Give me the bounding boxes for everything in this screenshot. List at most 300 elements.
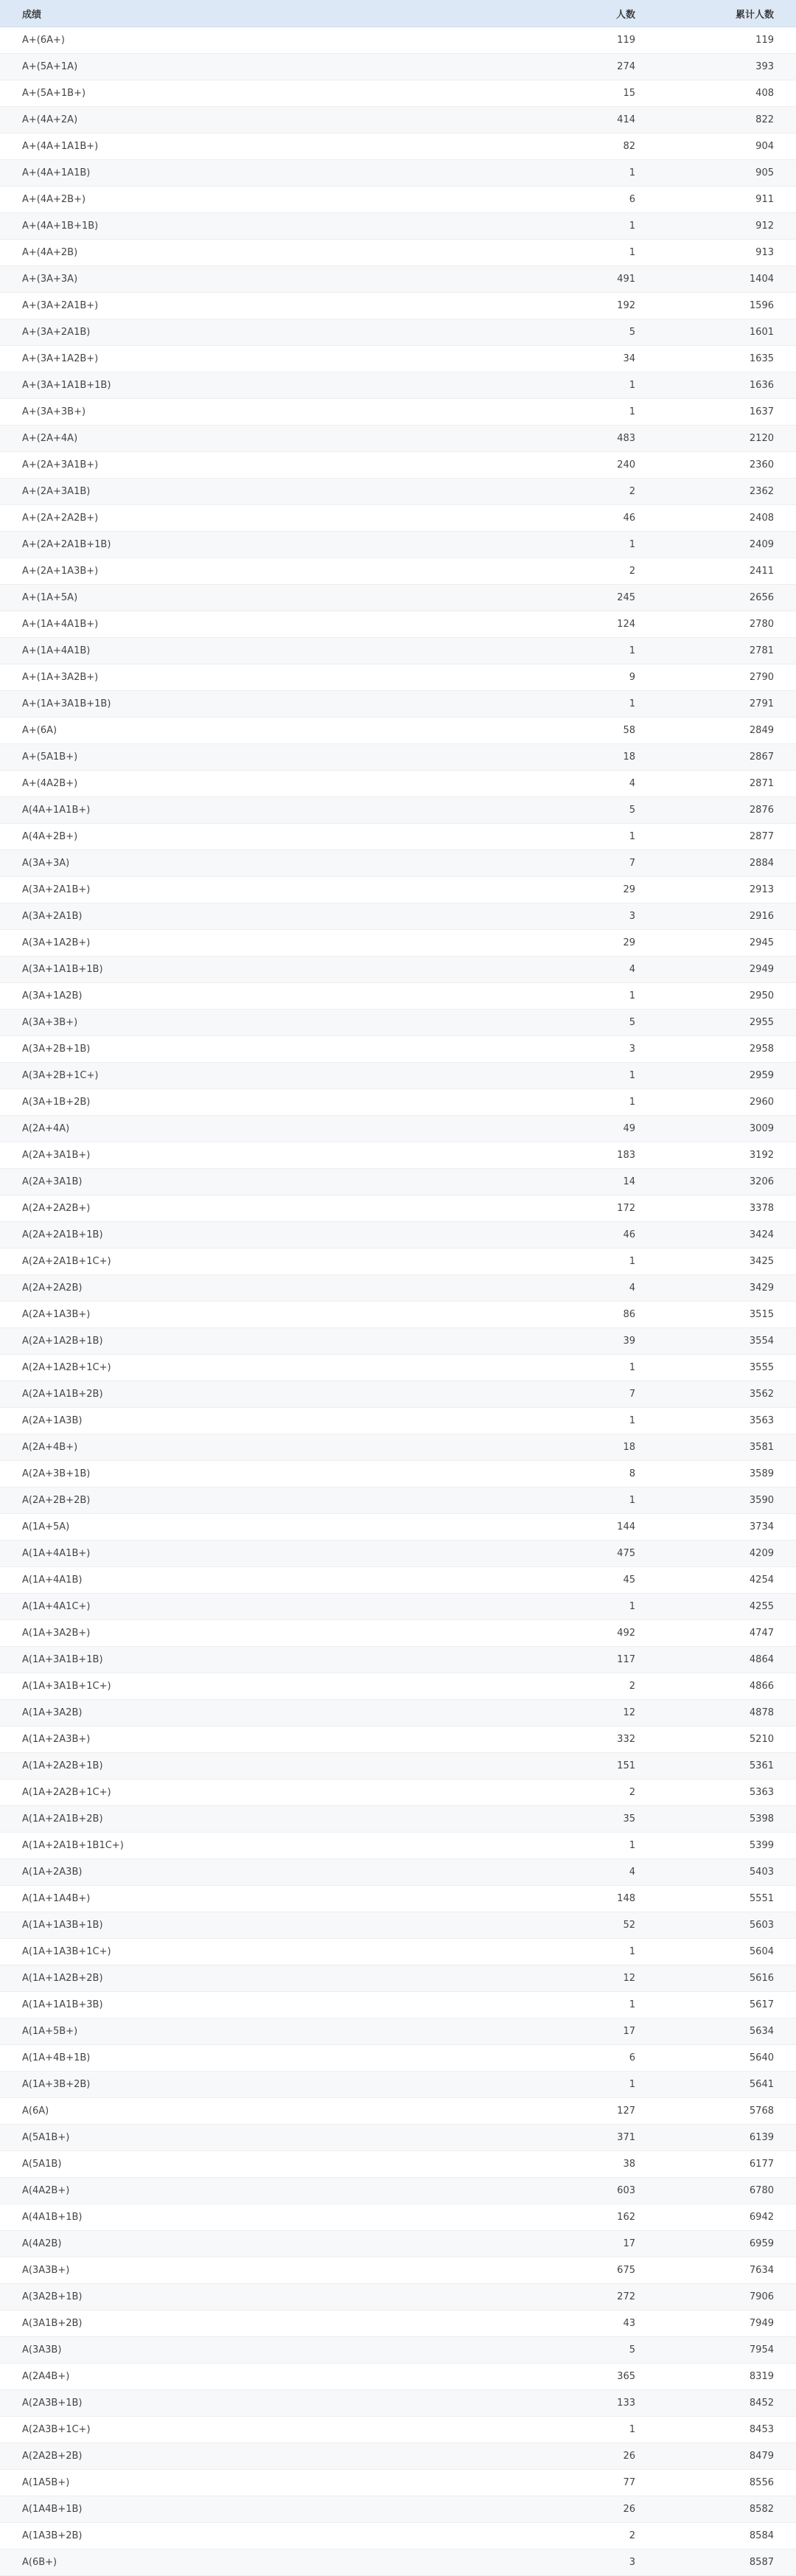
cell-count: 1 xyxy=(438,1063,637,1089)
table-row xyxy=(0,319,796,346)
cell-cumulative: 2360 xyxy=(637,452,796,479)
table-row xyxy=(0,2231,796,2257)
cell-count: 26 xyxy=(438,2496,637,2523)
cell-count: 35 xyxy=(438,1806,637,1833)
cell-count: 1 xyxy=(438,1594,637,1620)
cell-count: 3 xyxy=(438,2549,637,2576)
table-row xyxy=(0,1726,796,1753)
cell-grade: A+(2A+2A2B+) xyxy=(0,505,438,532)
cell-cumulative: 5210 xyxy=(637,1726,796,1753)
table-row xyxy=(0,1620,796,1647)
table-row xyxy=(0,664,796,691)
cell-grade: A(2A+4B+) xyxy=(0,1434,438,1461)
cell-cumulative: 3554 xyxy=(637,1328,796,1355)
table-row xyxy=(0,2125,796,2151)
cell-grade: A+(4A+2B) xyxy=(0,240,438,266)
table-row xyxy=(0,1992,796,2018)
cell-cumulative: 2955 xyxy=(637,1010,796,1036)
cell-grade: A(1A+4B+1B) xyxy=(0,2045,438,2072)
cell-cumulative: 8556 xyxy=(637,2470,796,2496)
cell-count: 491 xyxy=(438,266,637,293)
cell-grade: A(4A1B+1B) xyxy=(0,2204,438,2231)
cell-cumulative: 3555 xyxy=(637,1355,796,1381)
table-row xyxy=(0,771,796,797)
table-row xyxy=(0,54,796,80)
cell-cumulative: 8453 xyxy=(637,2417,796,2443)
cell-cumulative: 5617 xyxy=(637,1992,796,2018)
cell-grade: A+(4A2B+) xyxy=(0,771,438,797)
cell-grade: A(3A+1A2B) xyxy=(0,983,438,1010)
cell-grade: A+(1A+4A1B) xyxy=(0,638,438,664)
cell-count: 183 xyxy=(438,1142,637,1169)
table-row xyxy=(0,2549,796,2576)
table-row xyxy=(0,107,796,133)
cell-count: 26 xyxy=(438,2443,637,2470)
cell-count: 1 xyxy=(438,1249,637,1275)
cell-count: 5 xyxy=(438,2337,637,2364)
table-row xyxy=(0,1434,796,1461)
cell-grade: A+(4A+2B+) xyxy=(0,187,438,213)
table-row xyxy=(0,1487,796,1514)
table-row xyxy=(0,1355,796,1381)
cell-count: 1 xyxy=(438,691,637,718)
cell-grade: A(1A+2A3B+) xyxy=(0,1726,438,1753)
cell-count: 9 xyxy=(438,664,637,691)
cell-cumulative: 2960 xyxy=(637,1089,796,1116)
table-row xyxy=(0,930,796,957)
cell-grade: A+(4A+1A1B) xyxy=(0,160,438,187)
cell-cumulative: 8582 xyxy=(637,2496,796,2523)
cell-grade: A(3A3B) xyxy=(0,2337,438,2364)
table-row xyxy=(0,2496,796,2523)
cell-grade: A(1A+5A) xyxy=(0,1514,438,1541)
cell-grade: A(3A+1A1B+1B) xyxy=(0,957,438,983)
cell-count: 14 xyxy=(438,1169,637,1195)
cell-grade: A+(2A+3A1B+) xyxy=(0,452,438,479)
cell-grade: A(1A+1A3B+1B) xyxy=(0,1912,438,1939)
cell-cumulative: 2656 xyxy=(637,585,796,611)
cell-grade: A+(3A+1A2B+) xyxy=(0,346,438,372)
cell-cumulative: 4209 xyxy=(637,1541,796,1567)
table-row xyxy=(0,558,796,585)
cell-grade: A(2A3B+1C+) xyxy=(0,2417,438,2443)
cell-count: 49 xyxy=(438,1116,637,1142)
cell-cumulative: 3589 xyxy=(637,1461,796,1487)
cell-grade: A(3A2B+1B) xyxy=(0,2284,438,2311)
cell-count: 29 xyxy=(438,877,637,903)
cell-count: 5 xyxy=(438,797,637,824)
cell-count: 8 xyxy=(438,1461,637,1487)
cell-count: 151 xyxy=(438,1753,637,1780)
cell-grade: A(6A) xyxy=(0,2098,438,2125)
cell-count: 1 xyxy=(438,1408,637,1434)
cell-count: 274 xyxy=(438,54,637,80)
table-row xyxy=(0,80,796,107)
table-row xyxy=(0,1912,796,1939)
cell-grade: A(1A+4A1B) xyxy=(0,1567,438,1594)
cell-grade: A(1A+3A1B+1C+) xyxy=(0,1673,438,1700)
cell-cumulative: 2790 xyxy=(637,664,796,691)
cell-cumulative: 5634 xyxy=(637,2018,796,2045)
table-row xyxy=(0,585,796,611)
table-row xyxy=(0,1594,796,1620)
cell-count: 475 xyxy=(438,1541,637,1567)
cell-cumulative: 2411 xyxy=(637,558,796,585)
cell-cumulative: 4255 xyxy=(637,1594,796,1620)
cell-count: 172 xyxy=(438,1195,637,1222)
cell-cumulative: 3378 xyxy=(637,1195,796,1222)
cell-count: 39 xyxy=(438,1328,637,1355)
cell-grade: A(3A+1A2B+) xyxy=(0,930,438,957)
cell-cumulative: 8584 xyxy=(637,2523,796,2549)
cell-grade: A+(6A+) xyxy=(0,27,438,54)
cell-cumulative: 2871 xyxy=(637,771,796,797)
cell-count: 162 xyxy=(438,2204,637,2231)
cell-grade: A+(3A+3A) xyxy=(0,266,438,293)
table-row xyxy=(0,2045,796,2072)
cell-cumulative: 5604 xyxy=(637,1939,796,1965)
cell-count: 1 xyxy=(438,824,637,850)
cell-count: 1 xyxy=(438,1992,637,2018)
cell-count: 192 xyxy=(438,293,637,319)
cell-cumulative: 4866 xyxy=(637,1673,796,1700)
table-row xyxy=(0,1673,796,1700)
table-row xyxy=(0,2364,796,2390)
cell-count: 1 xyxy=(438,2417,637,2443)
cell-cumulative: 5363 xyxy=(637,1780,796,1806)
cell-count: 12 xyxy=(438,1700,637,1726)
table-row xyxy=(0,1381,796,1408)
table-row xyxy=(0,399,796,426)
table-row xyxy=(0,426,796,452)
cell-cumulative: 6942 xyxy=(637,2204,796,2231)
table-row xyxy=(0,293,796,319)
cell-grade: A(2A+1A2B+1B) xyxy=(0,1328,438,1355)
table-row xyxy=(0,452,796,479)
cell-cumulative: 7954 xyxy=(637,2337,796,2364)
cell-cumulative: 904 xyxy=(637,133,796,160)
cell-count: 603 xyxy=(438,2178,637,2204)
table-row xyxy=(0,2178,796,2204)
cell-cumulative: 2884 xyxy=(637,850,796,877)
cell-grade: A(1A+5B+) xyxy=(0,2018,438,2045)
cell-count: 17 xyxy=(438,2018,637,2045)
cell-grade: A(5A1B+) xyxy=(0,2125,438,2151)
cell-cumulative: 905 xyxy=(637,160,796,187)
cell-cumulative: 3590 xyxy=(637,1487,796,1514)
cell-cumulative: 2877 xyxy=(637,824,796,850)
cell-grade: A(3A+2B+1C+) xyxy=(0,1063,438,1089)
cell-count: 3 xyxy=(438,1036,637,1063)
cell-grade: A(1A+2A1B+1B1C+) xyxy=(0,1833,438,1859)
cell-count: 7 xyxy=(438,1381,637,1408)
cell-count: 414 xyxy=(438,107,637,133)
cell-cumulative: 1601 xyxy=(637,319,796,346)
cell-grade: A+(2A+3A1B) xyxy=(0,479,438,505)
cell-grade: A(1A5B+) xyxy=(0,2470,438,2496)
cell-grade: A(1A+4A1B+) xyxy=(0,1541,438,1567)
cell-grade: A(2A+2A1B+1C+) xyxy=(0,1249,438,1275)
table-row xyxy=(0,187,796,213)
cell-cumulative: 913 xyxy=(637,240,796,266)
cell-cumulative: 3581 xyxy=(637,1434,796,1461)
cell-grade: A(1A+3A2B+) xyxy=(0,1620,438,1647)
cell-count: 1 xyxy=(438,1355,637,1381)
cell-grade: A(4A+2B+) xyxy=(0,824,438,850)
cell-count: 45 xyxy=(438,1567,637,1594)
cell-cumulative: 3425 xyxy=(637,1249,796,1275)
cell-cumulative: 3009 xyxy=(637,1116,796,1142)
cell-cumulative: 2945 xyxy=(637,930,796,957)
table-row xyxy=(0,1169,796,1195)
table-row xyxy=(0,2204,796,2231)
cell-grade: A+(6A) xyxy=(0,718,438,744)
cell-cumulative: 5768 xyxy=(637,2098,796,2125)
cell-count: 77 xyxy=(438,2470,637,2496)
table-row xyxy=(0,1408,796,1434)
cell-grade: A(2A+2A1B+1B) xyxy=(0,1222,438,1249)
cell-cumulative: 912 xyxy=(637,213,796,240)
cell-grade: A(2A+1A1B+2B) xyxy=(0,1381,438,1408)
table-row xyxy=(0,2443,796,2470)
cell-grade: A(2A+2B+2B) xyxy=(0,1487,438,1514)
cell-count: 17 xyxy=(438,2231,637,2257)
cell-grade: A+(5A+1B+) xyxy=(0,80,438,107)
cell-grade: A(2A+2A2B+) xyxy=(0,1195,438,1222)
cell-grade: A(2A+4A) xyxy=(0,1116,438,1142)
cell-cumulative: 5399 xyxy=(637,1833,796,1859)
cell-grade: A+(4A+2A) xyxy=(0,107,438,133)
cell-cumulative: 5398 xyxy=(637,1806,796,1833)
table-row xyxy=(0,2284,796,2311)
cell-cumulative: 2849 xyxy=(637,718,796,744)
cell-count: 18 xyxy=(438,1434,637,1461)
cell-count: 1 xyxy=(438,1089,637,1116)
cell-count: 2 xyxy=(438,1673,637,1700)
table-row xyxy=(0,240,796,266)
cell-cumulative: 2362 xyxy=(637,479,796,505)
cell-count: 6 xyxy=(438,2045,637,2072)
cell-cumulative: 4747 xyxy=(637,1620,796,1647)
cell-cumulative: 1635 xyxy=(637,346,796,372)
header-count: 人数 xyxy=(438,0,637,27)
cell-grade: A+(1A+5A) xyxy=(0,585,438,611)
cell-count: 43 xyxy=(438,2311,637,2337)
cell-count: 133 xyxy=(438,2390,637,2417)
cell-cumulative: 4878 xyxy=(637,1700,796,1726)
cell-grade: A+(1A+3A1B+1B) xyxy=(0,691,438,718)
table-row xyxy=(0,638,796,664)
cell-grade: A(1A+3A2B) xyxy=(0,1700,438,1726)
cell-count: 127 xyxy=(438,2098,637,2125)
cell-cumulative: 7906 xyxy=(637,2284,796,2311)
cell-cumulative: 8587 xyxy=(637,2549,796,2576)
cell-cumulative: 5361 xyxy=(637,1753,796,1780)
cell-grade: A+(5A1B+) xyxy=(0,744,438,771)
cell-count: 5 xyxy=(438,1010,637,1036)
cell-grade: A+(5A+1A) xyxy=(0,54,438,80)
table-row xyxy=(0,824,796,850)
table-body xyxy=(0,27,796,2576)
table-row xyxy=(0,1249,796,1275)
table-row xyxy=(0,1886,796,1912)
cell-count: 1 xyxy=(438,532,637,558)
cell-grade: A(1A+3B+2B) xyxy=(0,2072,438,2098)
table-row xyxy=(0,850,796,877)
cell-count: 144 xyxy=(438,1514,637,1541)
cell-count: 82 xyxy=(438,133,637,160)
cell-cumulative: 2959 xyxy=(637,1063,796,1089)
cell-cumulative: 1636 xyxy=(637,372,796,399)
table-row xyxy=(0,877,796,903)
table-row xyxy=(0,1063,796,1089)
cell-grade: A+(3A+3B+) xyxy=(0,399,438,426)
cell-grade: A(1A+2A3B) xyxy=(0,1859,438,1886)
table-row xyxy=(0,160,796,187)
cell-cumulative: 3429 xyxy=(637,1275,796,1302)
cell-count: 371 xyxy=(438,2125,637,2151)
cell-cumulative: 2916 xyxy=(637,903,796,930)
cell-cumulative: 6959 xyxy=(637,2231,796,2257)
cell-grade: A(2A4B+) xyxy=(0,2364,438,2390)
table-row xyxy=(0,532,796,558)
cell-count: 483 xyxy=(438,426,637,452)
cell-grade: A(2A+3A1B) xyxy=(0,1169,438,1195)
cell-grade: A+(2A+2A1B+1B) xyxy=(0,532,438,558)
table-row xyxy=(0,1700,796,1726)
table-row xyxy=(0,1965,796,1992)
cell-count: 46 xyxy=(438,1222,637,1249)
table-row xyxy=(0,2337,796,2364)
cell-grade: A(4A+1A1B+) xyxy=(0,797,438,824)
table-row xyxy=(0,479,796,505)
table-row xyxy=(0,1275,796,1302)
cell-cumulative: 3563 xyxy=(637,1408,796,1434)
cell-count: 2 xyxy=(438,479,637,505)
cell-count: 4 xyxy=(438,957,637,983)
cell-cumulative: 2408 xyxy=(637,505,796,532)
table-row xyxy=(0,27,796,54)
cell-count: 1 xyxy=(438,372,637,399)
cell-cumulative: 2780 xyxy=(637,611,796,638)
table-row xyxy=(0,1195,796,1222)
cell-grade: A(1A+1A1B+3B) xyxy=(0,1992,438,2018)
table-row xyxy=(0,1780,796,1806)
table-row xyxy=(0,691,796,718)
cell-count: 2 xyxy=(438,2523,637,2549)
cell-grade: A(2A2B+2B) xyxy=(0,2443,438,2470)
cell-grade: A+(3A+2A1B) xyxy=(0,319,438,346)
cell-cumulative: 3192 xyxy=(637,1142,796,1169)
cell-count: 1 xyxy=(438,213,637,240)
table-row xyxy=(0,1010,796,1036)
table-row xyxy=(0,718,796,744)
cell-grade: A+(3A+2A1B+) xyxy=(0,293,438,319)
cell-cumulative: 5403 xyxy=(637,1859,796,1886)
cell-cumulative: 5551 xyxy=(637,1886,796,1912)
cell-grade: A(2A+1A3B+) xyxy=(0,1302,438,1328)
cell-count: 4 xyxy=(438,1859,637,1886)
cell-grade: A(3A3B+) xyxy=(0,2257,438,2284)
cell-cumulative: 3424 xyxy=(637,1222,796,1249)
cell-count: 7 xyxy=(438,850,637,877)
table-row xyxy=(0,2257,796,2284)
cell-count: 1 xyxy=(438,399,637,426)
cell-count: 6 xyxy=(438,187,637,213)
table-row xyxy=(0,2072,796,2098)
table-row xyxy=(0,903,796,930)
table-row xyxy=(0,2417,796,2443)
cell-cumulative: 2867 xyxy=(637,744,796,771)
cell-grade: A(3A+2A1B) xyxy=(0,903,438,930)
cell-grade: A(3A+3A) xyxy=(0,850,438,877)
cell-cumulative: 2120 xyxy=(637,426,796,452)
cell-cumulative: 1404 xyxy=(637,266,796,293)
table-row xyxy=(0,133,796,160)
cell-cumulative: 822 xyxy=(637,107,796,133)
table-row xyxy=(0,1089,796,1116)
cell-cumulative: 119 xyxy=(637,27,796,54)
cell-count: 46 xyxy=(438,505,637,532)
header-grade: 成绩 xyxy=(0,0,438,27)
cell-cumulative: 1596 xyxy=(637,293,796,319)
cell-grade: A+(1A+4A1B+) xyxy=(0,611,438,638)
table-row xyxy=(0,1222,796,1249)
cell-grade: A+(4A+1A1B+) xyxy=(0,133,438,160)
cell-count: 4 xyxy=(438,771,637,797)
cell-count: 1 xyxy=(438,638,637,664)
cell-cumulative: 3734 xyxy=(637,1514,796,1541)
cell-grade: A(6B+) xyxy=(0,2549,438,2576)
cell-grade: A(1A+2A2B+1B) xyxy=(0,1753,438,1780)
cell-cumulative: 6139 xyxy=(637,2125,796,2151)
cell-grade: A(3A1B+2B) xyxy=(0,2311,438,2337)
cell-count: 52 xyxy=(438,1912,637,1939)
cell-cumulative: 393 xyxy=(637,54,796,80)
cell-grade: A(1A3B+2B) xyxy=(0,2523,438,2549)
cell-count: 18 xyxy=(438,744,637,771)
cell-grade: A(4A2B+) xyxy=(0,2178,438,2204)
cell-grade: A(3A+2B+1B) xyxy=(0,1036,438,1063)
cell-count: 245 xyxy=(438,585,637,611)
cell-grade: A(2A+3A1B+) xyxy=(0,1142,438,1169)
cell-cumulative: 8452 xyxy=(637,2390,796,2417)
cell-cumulative: 8479 xyxy=(637,2443,796,2470)
cell-cumulative: 2781 xyxy=(637,638,796,664)
cell-cumulative: 5640 xyxy=(637,2045,796,2072)
cell-count: 29 xyxy=(438,930,637,957)
cell-cumulative: 3206 xyxy=(637,1169,796,1195)
cell-grade: A(2A+2A2B) xyxy=(0,1275,438,1302)
cell-count: 58 xyxy=(438,718,637,744)
cell-grade: A(5A1B) xyxy=(0,2151,438,2178)
cell-count: 1 xyxy=(438,1939,637,1965)
cell-cumulative: 2950 xyxy=(637,983,796,1010)
cell-cumulative: 2791 xyxy=(637,691,796,718)
cell-grade: A(3A+2A1B+) xyxy=(0,877,438,903)
table-row xyxy=(0,1859,796,1886)
cell-cumulative: 408 xyxy=(637,80,796,107)
cell-grade: A(4A2B) xyxy=(0,2231,438,2257)
table-row xyxy=(0,346,796,372)
cell-grade: A(1A+1A2B+2B) xyxy=(0,1965,438,1992)
cell-cumulative: 2913 xyxy=(637,877,796,903)
table-row xyxy=(0,957,796,983)
cell-grade: A(1A+2A2B+1C+) xyxy=(0,1780,438,1806)
table-row xyxy=(0,1514,796,1541)
cell-grade: A(2A+3B+1B) xyxy=(0,1461,438,1487)
table-row xyxy=(0,372,796,399)
